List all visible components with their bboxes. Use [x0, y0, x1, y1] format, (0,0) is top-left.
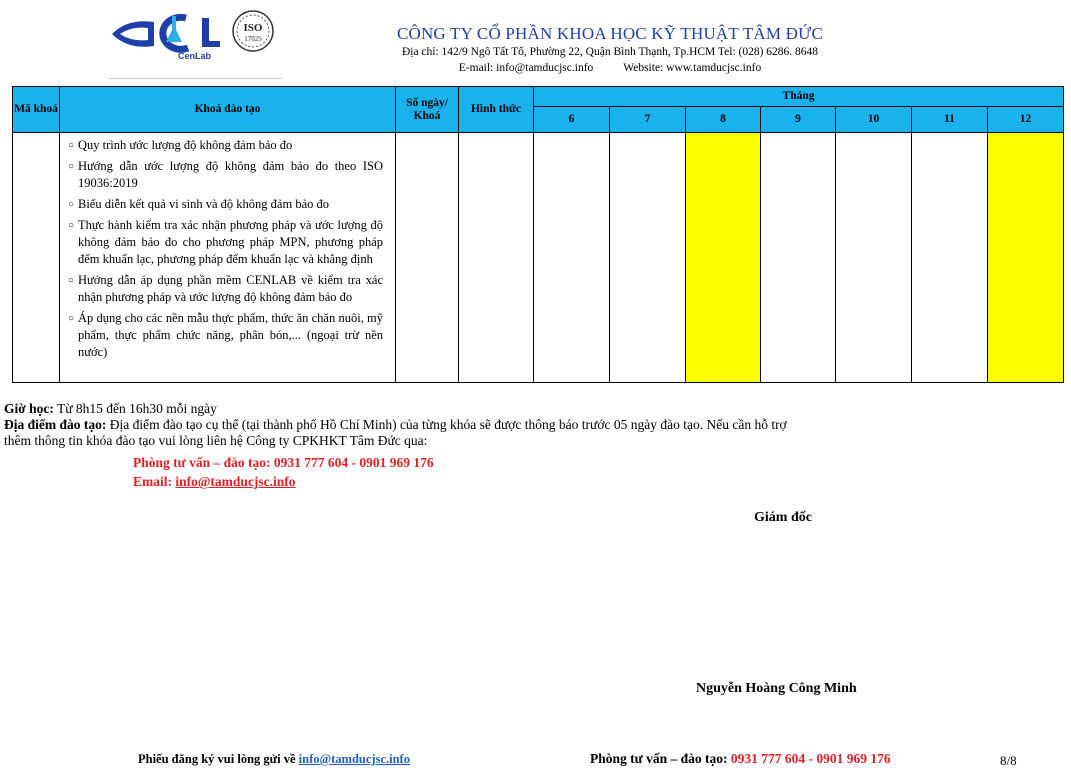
month-cell-12	[988, 133, 1064, 383]
company-logo	[108, 6, 284, 66]
header-divider	[108, 78, 282, 79]
month-header: 9	[761, 107, 836, 133]
study-hours: Giờ học: Từ 8h15 đến 16h30 mỗi ngày	[4, 401, 217, 416]
list-item: ○ Hướng dẫn áp dụng phần mềm CENLAB về kiểm tra xác nhận phương pháp và ước lượng độ không đảm bảo đo	[68, 273, 383, 304]
consult-phone: Phòng tư vấn – đào tạo: 0931 777 604 - 0901 969 176	[133, 455, 434, 470]
logo-text: CenLab	[178, 51, 212, 61]
footer-register: Phiếu đăng ký vui lòng gửi về info@tamducjsc.info	[138, 752, 410, 766]
director-name: Nguyễn Hoàng Công Minh	[696, 681, 857, 696]
course-content-cell	[60, 133, 396, 383]
month-header: 10	[836, 107, 912, 133]
course-info	[4, 401, 904, 449]
month-header: 12	[988, 107, 1064, 133]
iso-number: 17025	[244, 35, 262, 43]
month-header: 11	[912, 107, 988, 133]
consult-email-link[interactable]: info@tamducjsc.info	[175, 474, 296, 489]
circle-bullet-icon: ○	[68, 313, 75, 324]
contact-note: thêm thông tin khóa đào tạo vui lòng liên hệ Công ty CPKHKT Tâm Đức qua:	[4, 433, 428, 448]
cenlab-logo-icon	[108, 6, 284, 66]
training-location-label: Địa điểm đào tạo:	[4, 417, 107, 432]
course-code-cell	[13, 133, 60, 383]
col-header-month: Tháng	[534, 87, 1064, 107]
company-name: CÔNG TY CỔ PHẦN KHOA HỌC KỸ THUẬT TÂM ĐỨC	[396, 24, 824, 43]
month-header: 6	[534, 107, 610, 133]
course-schedule-table	[12, 86, 1064, 383]
iso-label: ISO	[243, 22, 263, 34]
company-email: E-mail: info@tamducjsc.info	[458, 62, 594, 74]
month-cell-7	[610, 133, 686, 383]
col-header-format: Hình thức	[459, 87, 534, 133]
footer-email-link[interactable]: info@tamducjsc.info	[298, 752, 410, 766]
list-item: ○ Thực hành kiểm tra xác nhận phương pháp và ước lượng độ không đảm bảo đo cho phương pháp MPN, phương pháp đếm khuẩn lạc, phương pháp đếm khuẩn lạc và khẳng định	[68, 218, 383, 266]
month-cell-9	[761, 133, 836, 383]
month-cell-10	[836, 133, 912, 383]
month-cell-6	[534, 133, 610, 383]
col-header-code: Mã khoá	[13, 87, 60, 133]
director-title: Giám đốc	[754, 510, 812, 525]
company-contact	[300, 62, 920, 74]
training-location: Địa điểm đào tạo: Địa điểm đào tạo cụ thể (tại thành phố Hồ Chí Minh) của từng khóa sẽ được thông báo trước 05 ngày đào tạo. Nếu cần hỗ trợ	[4, 417, 787, 432]
days-cell	[396, 133, 459, 383]
col-header-course: Khoá đào tạo	[60, 87, 396, 133]
col-header-days: Số ngày/ Khoá	[396, 87, 459, 133]
format-cell	[459, 133, 534, 383]
circle-bullet-icon: ○	[68, 275, 75, 286]
circle-bullet-icon: ○	[68, 199, 75, 210]
list-item: ○ Hướng dẫn ước lượng độ không đảm bảo đo theo ISO 19036:2019	[68, 159, 383, 190]
company-website: Website: www.tamducjsc.info	[623, 62, 762, 74]
table-row	[13, 133, 1064, 383]
circle-bullet-icon: ○	[68, 161, 75, 172]
footer-phone: Phòng tư vấn – đào tạo: 0931 777 604 - 0901 969 176	[590, 751, 891, 766]
month-header: 7	[610, 107, 686, 133]
circle-bullet-icon: ○	[68, 140, 75, 151]
list-item: ○ Quy trình ước lượng độ không đảm bảo đo	[68, 138, 293, 152]
consult-email: Email: info@tamducjsc.info	[133, 474, 296, 489]
month-header: 8	[686, 107, 761, 133]
list-item: ○ Biểu diễn kết quả vi sinh và độ không đảm bảo đo	[68, 197, 330, 211]
study-hours-label: Giờ học:	[4, 401, 54, 416]
month-cell-11	[912, 133, 988, 383]
list-item: ○ Áp dụng cho các nền mẫu thực phẩm, thức ăn chăn nuôi, mỹ phẩm, thực phẩm chức năng, phân bón,... (ngoại trừ nền nước)	[68, 311, 383, 359]
month-cell-8	[686, 133, 761, 383]
circle-bullet-icon: ○	[68, 220, 75, 231]
company-address: Địa chỉ: 142/9 Ngô Tất Tố, Phường 22, Quận Bình Thạnh, Tp.HCM Tel: (028) 6286. 8648	[401, 46, 819, 58]
page-number: 8/8	[1000, 753, 1017, 768]
